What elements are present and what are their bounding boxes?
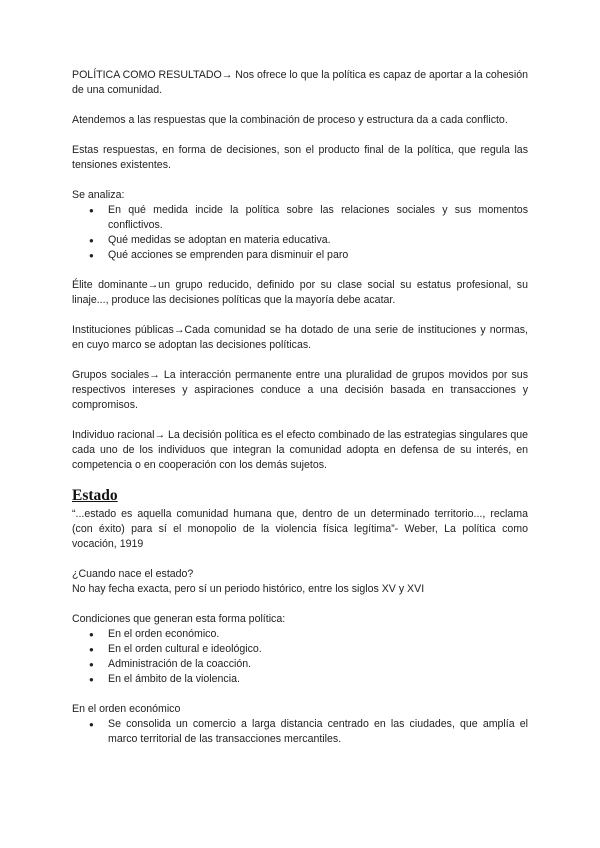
estado-question: ¿Cuando nace el estado? bbox=[72, 568, 194, 580]
document-page bbox=[72, 68, 528, 747]
condiciones-list bbox=[72, 627, 528, 687]
list-item: ● En el ámbito de la violencia. bbox=[72, 672, 528, 687]
list-item: ● Se consolida un comercio a larga distancia centrado en las ciudades, que amplía el marco territorial de las transacciones mercantiles. bbox=[72, 717, 528, 747]
list-item: ● Administración de la coacción. bbox=[72, 657, 528, 672]
list-item: ● En el orden cultural e ideológico. bbox=[72, 642, 528, 657]
section-heading-estado: Estado bbox=[72, 487, 118, 504]
list-item: ● Qué acciones se emprenden para disminuir el paro bbox=[72, 248, 528, 263]
economico-intro: En el orden económico bbox=[72, 703, 181, 715]
condiciones-intro: Condiciones que generan esta forma política: bbox=[72, 613, 286, 625]
weber-quote: “...estado es aquella comunidad humana que, dentro de un determinado territorio..., reclama (con éxito) para sí el monopolio de la violencia física legítima”- Weber, La política como vocación, 1919 bbox=[72, 508, 528, 550]
analiza-list bbox=[72, 203, 528, 263]
paragraph-decisiones: Estas respuestas, en forma de decisiones, son el producto final de la política, que regula las tensiones existentes. bbox=[72, 144, 528, 171]
paragraph-respuestas: Atendemos a las respuestas que la combinación de proceso y estructura da a cada conflicto. bbox=[72, 114, 508, 126]
estado-answer: No hay fecha exacta, pero sí un periodo histórico, entre los siglos XV y XVI bbox=[72, 583, 425, 595]
list-item: ● En el orden económico. bbox=[72, 627, 528, 642]
paragraph-grupos: Grupos sociales→ La interacción permanente entre una pluralidad de grupos movidos por sus respectivos intereses y aspiraciones conduce a una decisión basada en transacciones y compromisos. bbox=[72, 369, 528, 411]
list-item: ● En qué medida incide la política sobre las relaciones sociales y sus momentos conflictivos. bbox=[72, 203, 528, 233]
paragraph-politica-resultado: POLÍTICA COMO RESULTADO→ Nos ofrece lo que la política es capaz de aportar a la cohesión de una comunidad. bbox=[72, 69, 528, 96]
list-item: ● Qué medidas se adoptan en materia educativa. bbox=[72, 233, 528, 248]
paragraph-individuo: Individuo racional→ La decisión política es el efecto combinado de las estrategias singulares que cada uno de los individuos que integran la comunidad adopta en defensa de su interés, en competencia o en cooperación con los demás sujetos. bbox=[72, 429, 528, 471]
analiza-intro: Se analiza: bbox=[72, 189, 125, 201]
economico-list bbox=[72, 717, 528, 747]
paragraph-elite: Élite dominante→un grupo reducido, definido por su clase social su estatus profesional, su linaje..., produce las decisiones políticas que la mayoría debe acatar. bbox=[72, 279, 528, 306]
paragraph-instituciones: Instituciones públicas→Cada comunidad se ha dotado de una serie de instituciones y normas, en cuyo marco se adoptan las decisiones políticas. bbox=[72, 324, 528, 351]
